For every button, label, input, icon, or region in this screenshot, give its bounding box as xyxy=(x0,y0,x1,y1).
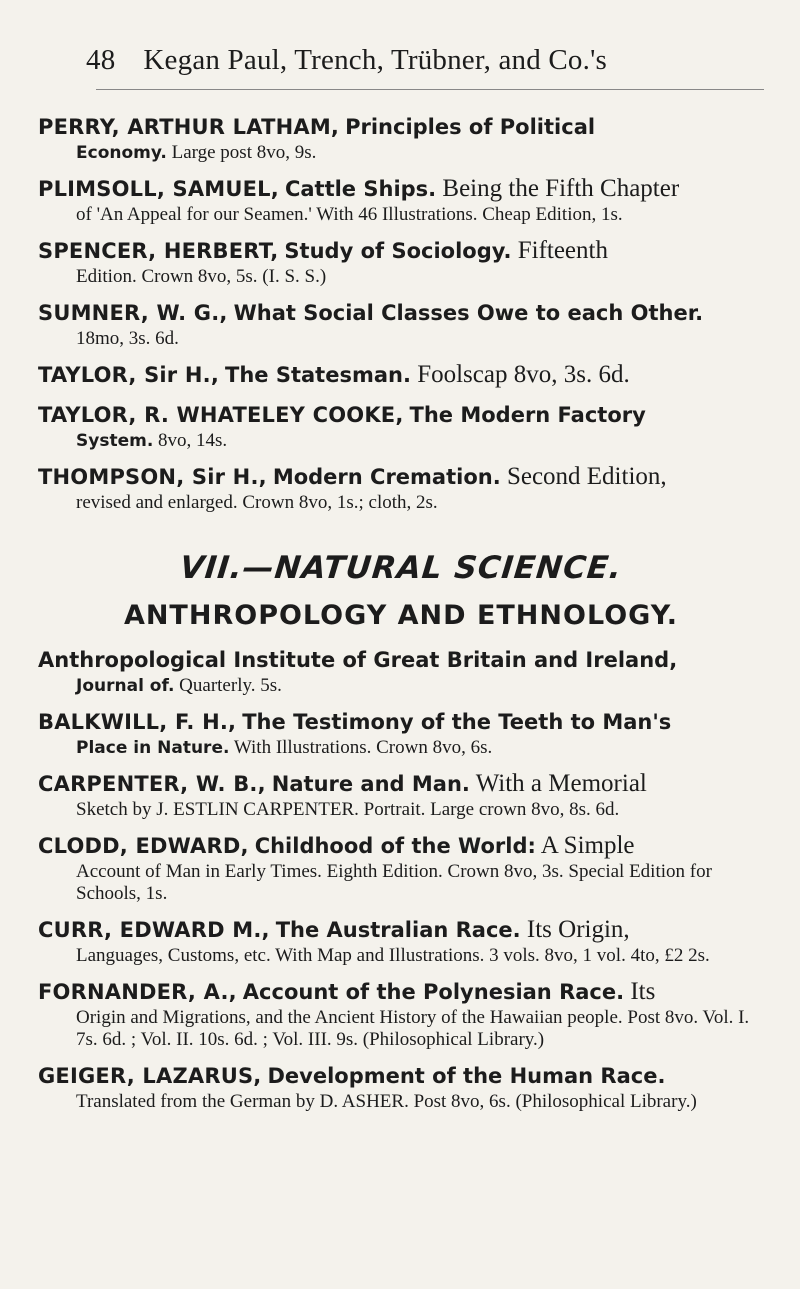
entry-detail-text: Languages, Customs, etc. With Map and Illustrations. 3 vols. 8vo, 1 vol. 4to, £2 2s. xyxy=(76,945,710,966)
catalogue-entry xyxy=(38,174,764,226)
entry-lead-text: Its Origin, xyxy=(520,916,630,943)
entry-detail-text: Quarterly. 5s. xyxy=(174,675,282,696)
entry-detail xyxy=(38,737,764,759)
catalogue-entry xyxy=(38,831,764,905)
book-title: What Social Classes Owe to each Other. xyxy=(233,301,704,325)
catalogue-entry xyxy=(38,1061,764,1113)
book-title: The Statesman. xyxy=(225,363,411,387)
book-title: Study of Sociology. xyxy=(284,239,512,263)
author-name: THOMPSON, Sir H., xyxy=(38,465,267,489)
entry-detail-text: revised and enlarged. Crown 8vo, 1s.; cloth, 2s. xyxy=(76,492,438,513)
author-name: BALKWILL, F. H., xyxy=(38,710,237,734)
entry-detail xyxy=(38,799,764,821)
entry-heading-line xyxy=(38,112,764,142)
entry-detail-text: Account of Man in Early Times. Eighth Edition. Crown 8vo, 3s. Special Edition for Schools, 1s. xyxy=(76,861,712,904)
entry-detail-lead: Place in Nature. xyxy=(76,738,230,758)
author-name: CLODD, EDWARD, xyxy=(38,834,249,858)
entry-lead-text: Being the Fifth Chapter xyxy=(436,175,680,202)
entry-detail-lead: Journal of. xyxy=(76,676,175,696)
entry-heading-line xyxy=(38,1061,764,1091)
book-title: Development of the Human Race. xyxy=(267,1064,666,1088)
entry-detail-text: With Illustrations. Crown 8vo, 6s. xyxy=(229,737,493,758)
entry-list-top xyxy=(38,112,764,514)
book-title: Modern Cremation. xyxy=(272,465,501,489)
catalogue-entry xyxy=(38,462,764,514)
entry-lead-text: Its xyxy=(624,978,656,1005)
entry-heading-line xyxy=(38,977,764,1007)
entry-heading-line xyxy=(38,400,764,430)
entry-detail xyxy=(38,204,764,226)
entry-detail-text: Translated from the German by D. ASHER. Post 8vo, 6s. (Philosophical Library.) xyxy=(76,1091,697,1112)
entry-heading-line xyxy=(38,462,764,492)
book-title: Nature and Man. xyxy=(271,772,470,796)
book-title: Principles of Political xyxy=(345,115,596,139)
entry-heading-line xyxy=(38,769,764,799)
catalogue-entry xyxy=(38,236,764,288)
catalogue-entry xyxy=(38,400,764,452)
author-name: TAYLOR, Sir H., xyxy=(38,363,219,387)
book-title: The Testimony of the Teeth to Man's xyxy=(242,710,672,734)
catalogue-entry xyxy=(38,707,764,759)
entry-detail-text: of 'An Appeal for our Seamen.' With 46 Illustrations. Cheap Edition, 1s. xyxy=(76,204,623,225)
entry-list-bottom xyxy=(38,645,764,1113)
catalogue-body xyxy=(38,112,764,1123)
page-number: 48 xyxy=(86,44,116,76)
author-name: FORNANDER, A., xyxy=(38,980,237,1004)
entry-detail xyxy=(38,328,764,350)
entry-detail-text: Origin and Migrations, and the Ancient History of the Hawaiian people. Post 8vo. Vol. I. 7s. 6d. ; Vol. II. 10s. 6d. ; Vol. III. 9s. (Philosophical Library.) xyxy=(76,1007,750,1050)
author-name: SUMNER, W. G., xyxy=(38,301,228,325)
entry-detail-text: Large post 8vo, 9s. xyxy=(166,142,317,163)
book-title: The Modern Factory xyxy=(409,403,646,427)
entry-detail-text: 18mo, 3s. 6d. xyxy=(76,328,179,349)
entry-detail xyxy=(38,1091,764,1113)
entry-heading-line xyxy=(38,174,764,204)
section-heading: VII.—NATURAL SCIENCE. xyxy=(178,550,624,586)
entry-heading-line xyxy=(38,298,764,328)
author-name: GEIGER, LAZARUS, xyxy=(38,1064,262,1088)
book-title: Anthropological Institute of Great Britain and Ireland, xyxy=(38,648,678,672)
running-head xyxy=(86,44,760,77)
catalogue-entry xyxy=(38,915,764,967)
entry-detail-text: Sketch by J. ESTLIN CARPENTER. Portrait. Large crown 8vo, 8s. 6d. xyxy=(76,799,620,820)
entry-detail-text: 8vo, 14s. xyxy=(153,430,228,451)
author-name: CURR, EDWARD M., xyxy=(38,918,270,942)
entry-detail xyxy=(38,266,764,288)
entry-detail xyxy=(38,1007,764,1051)
header-rule xyxy=(96,89,764,90)
entry-heading-line xyxy=(38,236,764,266)
book-title: Cattle Ships. xyxy=(284,177,437,201)
entry-heading-line xyxy=(38,645,764,675)
entry-lead-text: Second Edition, xyxy=(500,463,667,490)
catalogue-entry xyxy=(38,112,764,164)
entry-detail xyxy=(38,430,764,452)
author-name: PLIMSOLL, SAMUEL, xyxy=(38,177,279,201)
entry-detail xyxy=(38,142,764,164)
author-name: TAYLOR, R. WHATELEY COOKE, xyxy=(38,403,404,427)
book-title: Childhood of the World: xyxy=(254,834,536,858)
subsection-heading: ANTHROPOLOGY AND ETHNOLOGY. xyxy=(123,600,679,631)
catalogue-entry xyxy=(38,298,764,350)
entry-detail-text: Edition. Crown 8vo, 5s. (I. S. S.) xyxy=(76,266,327,287)
entry-lead-text: A Simple xyxy=(535,832,635,859)
catalogue-entry xyxy=(38,360,764,390)
entry-lead-text: With a Memorial xyxy=(469,770,647,797)
author-name: SPENCER, HERBERT, xyxy=(38,239,279,263)
book-title: Account of the Polynesian Race. xyxy=(242,980,625,1004)
entry-heading-line xyxy=(38,360,764,390)
catalogue-entry xyxy=(38,769,764,821)
entry-detail xyxy=(38,492,764,514)
entry-detail-lead: System. xyxy=(76,431,154,451)
entry-detail xyxy=(38,861,764,905)
entry-detail-lead: Economy. xyxy=(76,143,167,163)
entry-lead-text: Foolscap 8vo, 3s. 6d. xyxy=(410,361,630,388)
author-name: CARPENTER, W. B., xyxy=(38,772,266,796)
running-head-title: Kegan Paul, Trench, Trübner, and Co.'s xyxy=(143,44,607,76)
entry-lead-text: Fifteenth xyxy=(511,237,608,264)
catalogue-entry xyxy=(38,977,764,1051)
entry-heading-line xyxy=(38,915,764,945)
catalogue-entry xyxy=(38,645,764,697)
entry-detail xyxy=(38,945,764,967)
author-name: PERRY, ARTHUR LATHAM, xyxy=(38,115,340,139)
entry-detail xyxy=(38,675,764,697)
book-title: The Australian Race. xyxy=(275,918,521,942)
entry-heading-line xyxy=(38,831,764,861)
entry-heading-line xyxy=(38,707,764,737)
